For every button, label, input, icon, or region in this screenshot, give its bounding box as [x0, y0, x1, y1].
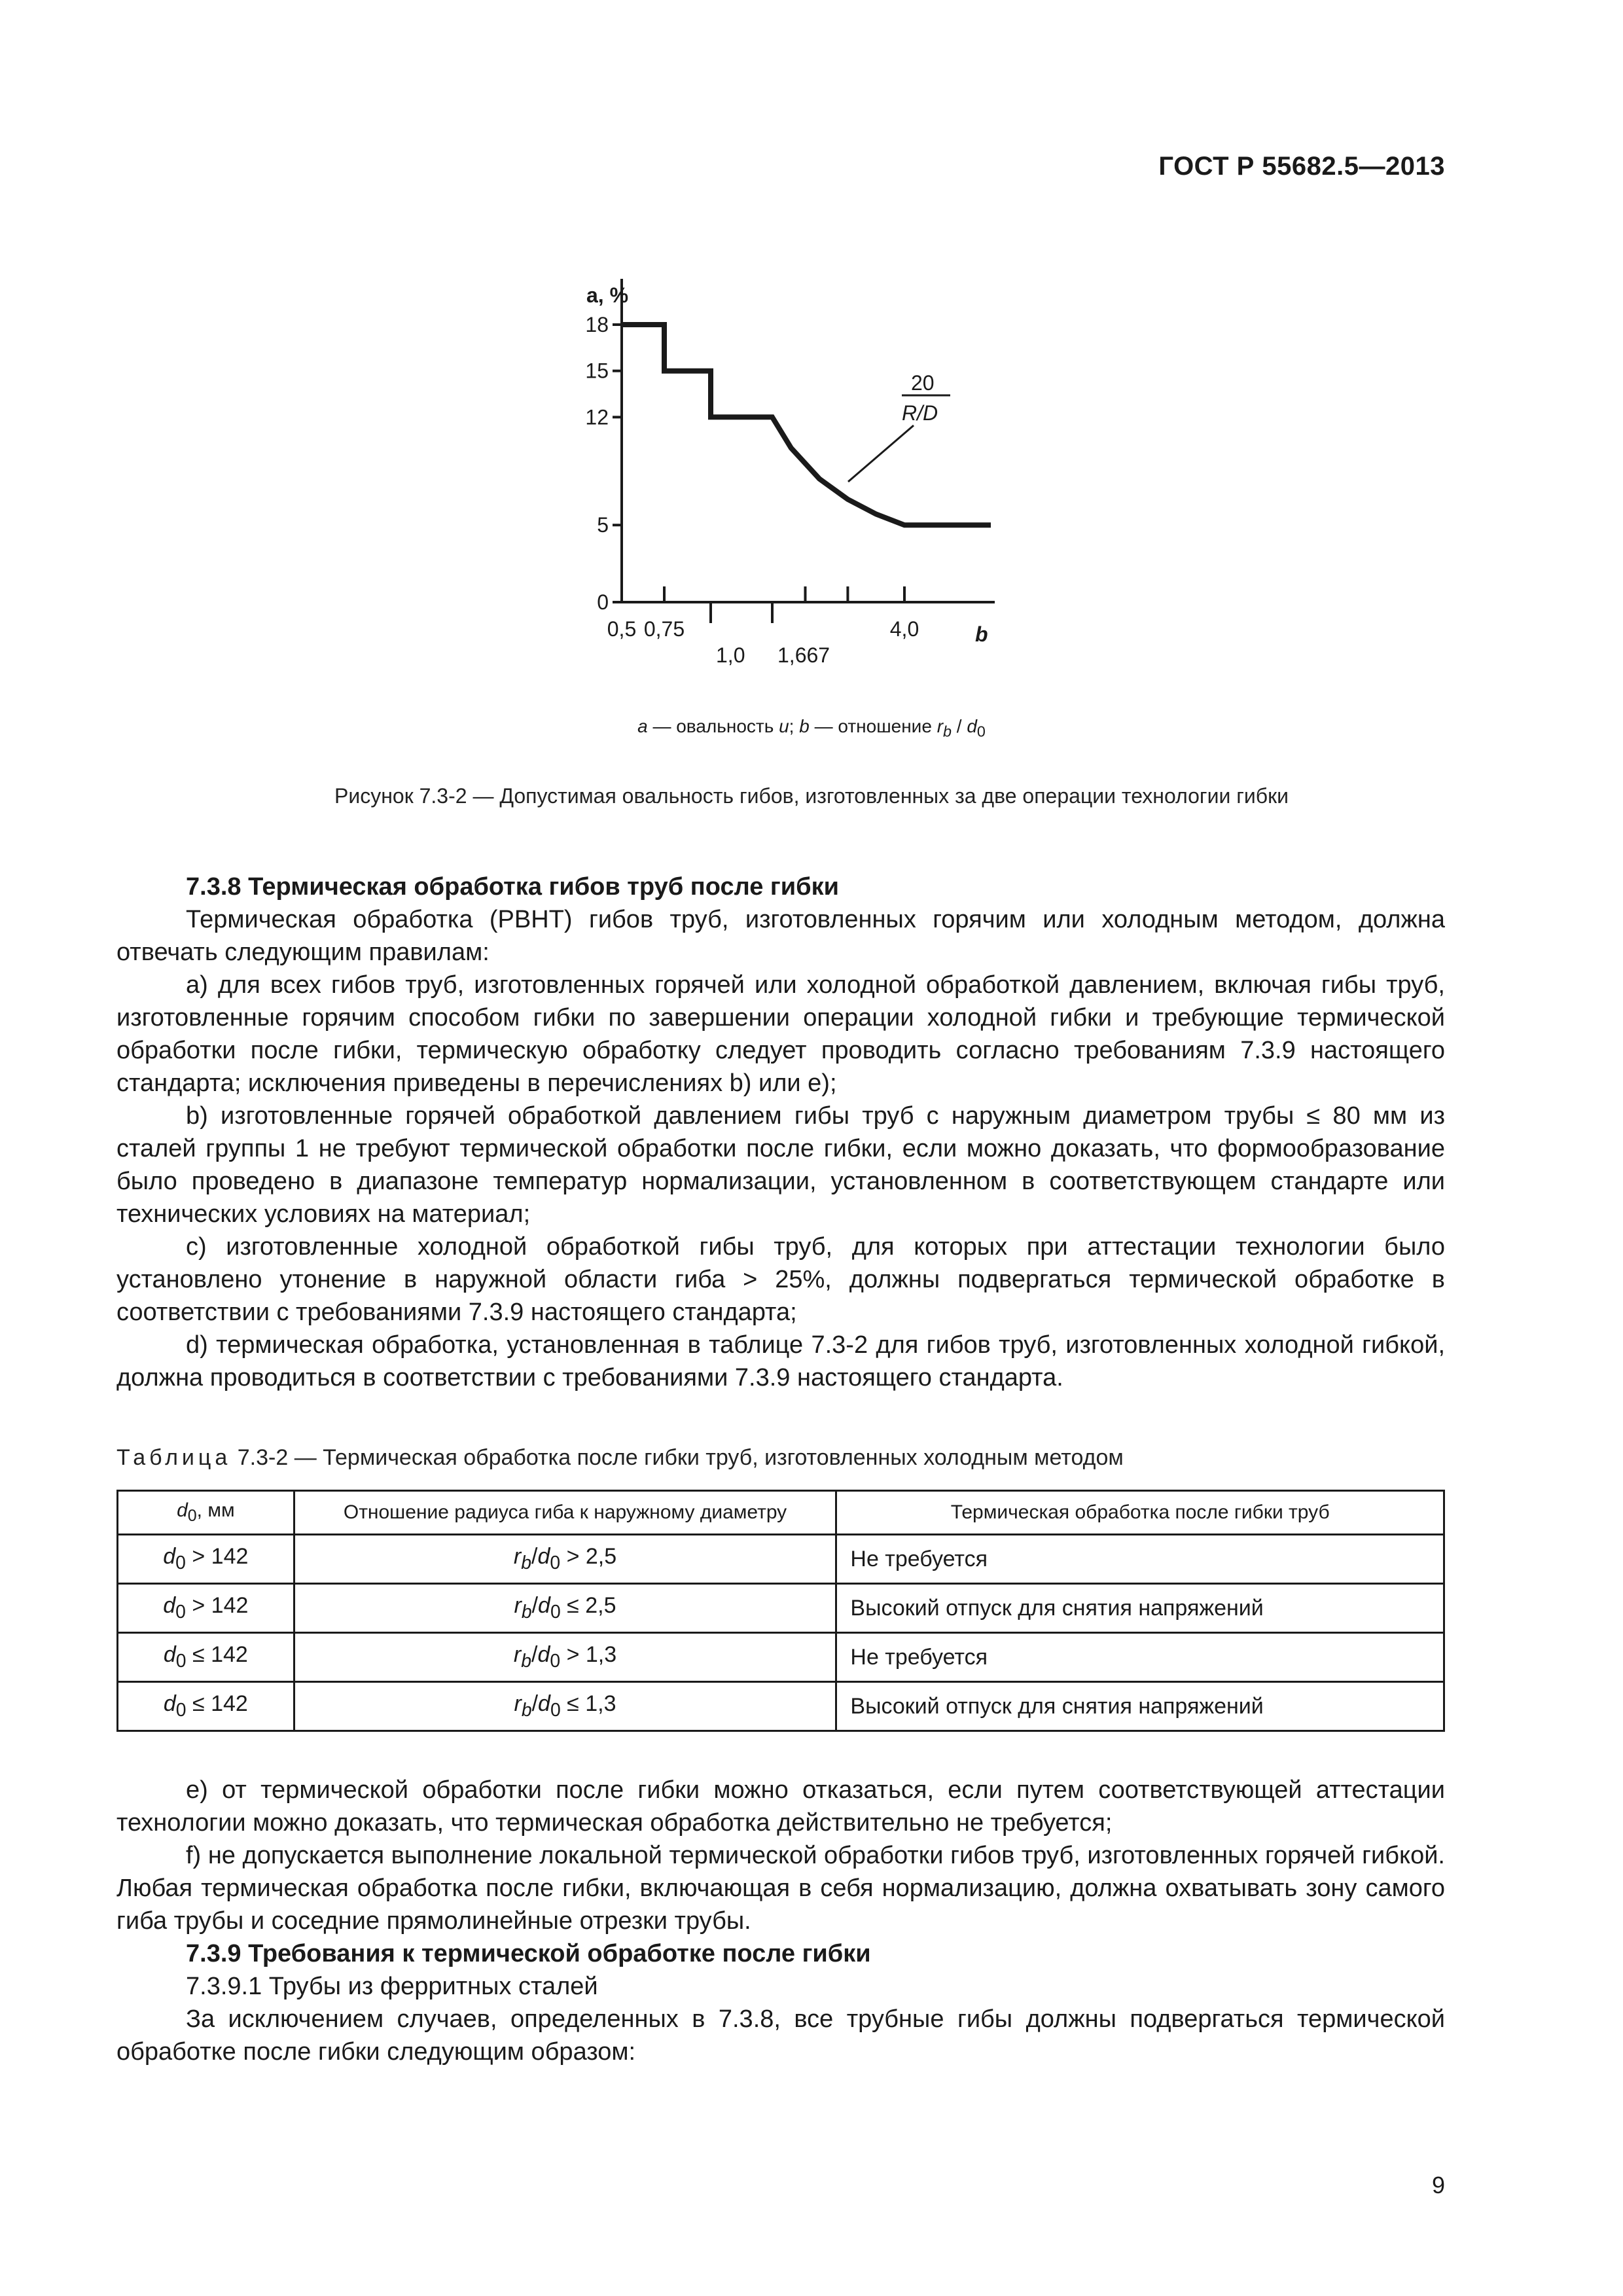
annotation-numerator: 20	[911, 371, 935, 395]
chart-canvas	[524, 262, 1073, 694]
cell-ratio: $r_b/d_0 > 2,5$	[294, 1535, 836, 1584]
cell-treatment: Высокий отпуск для снятия напряжений	[836, 1682, 1444, 1731]
annotation-denominator: R/D	[902, 401, 938, 425]
section-738	[116, 870, 1445, 1394]
legend-b: b	[799, 716, 810, 736]
figure-legend: a — овальность u; b — отношение $r_b / d_0$	[637, 716, 986, 740]
x-tick-label: 0,5	[607, 617, 637, 641]
after-table-text	[116, 1774, 1445, 2068]
cell-d0: $d_0 > 142$	[118, 1535, 294, 1584]
x-ticks	[607, 586, 919, 667]
y-tick-label: 0	[597, 590, 609, 614]
standard-code: ГОСТ Р 55682.5—2013	[1158, 152, 1445, 181]
list-item-f: f) не допускается выполнение локальной термической обработки гибов труб, изготовленных горячей гибкой. Любая термическая обработка после гибки, включающая в себя нормализацию, должна охватывать зону самого гиба трубы и соседние прямолинейные отрезки трубы.	[116, 1842, 1445, 1935]
y-tick-label: 5	[597, 513, 609, 537]
table-row	[118, 1633, 1444, 1682]
y-axis-label: a, %	[586, 283, 629, 307]
cell-treatment: Высокий отпуск для снятия напряжений	[836, 1584, 1444, 1633]
y-tick-label: 12	[585, 405, 609, 429]
table-row	[118, 1682, 1444, 1731]
paragraph-intro: Термическая обработка (PBHT) гибов труб, изготовленных горячим или холодным методом, должна отвечать следующим правилам:	[116, 906, 1445, 966]
cell-d0: $d_0 \le 142$	[118, 1633, 294, 1682]
list-item-a: a) для всех гибов труб, изготовленных горячей или холодной обработкой давлением, включая гибы труб, изготовленные горячим способом гибки по завершении операции холодной гибки и требующие термической обработки после гибки, термическую обработку следует проводить согласно требованиям 7.3.9 настоящего стандарта; исключения приведены в перечислениях b) или e);	[116, 971, 1445, 1097]
cell-d0: $d_0 > 142$	[118, 1584, 294, 1633]
annotation-leader	[848, 425, 914, 482]
x-tick-label: 1,667	[777, 643, 830, 667]
table-row	[118, 1584, 1444, 1633]
cell-ratio: $r_b/d_0 > 1,3$	[294, 1633, 836, 1682]
x-axis-label: b	[975, 622, 988, 646]
section-heading-739: 7.3.9 Требования к термической обработке после гибки	[186, 1940, 871, 1967]
table-header-row	[118, 1491, 1444, 1535]
cell-treatment: Не требуется	[836, 1535, 1444, 1584]
cell-ratio: $r_b/d_0 \le 1,3$	[294, 1682, 836, 1731]
y-ticks	[585, 313, 622, 614]
page-number: 9	[1431, 2172, 1445, 2198]
paragraph-final: За исключением случаев, определенных в 7.3.8, все трубные гибы должны подвергаться термической обработке после гибки следующим образом:	[116, 2005, 1445, 2066]
y-tick-label: 18	[585, 313, 609, 336]
cell-d0: $d_0 \le 142$	[118, 1682, 294, 1731]
heat-treatment-table	[116, 1490, 1445, 1732]
section-heading-738: 7.3.8 Термическая обработка гибов труб после гибки	[186, 873, 839, 901]
list-item-e: e) от термической обработки после гибки можно отказаться, если путем соответствующей аттестации технологии можно доказать, что термическая обработка действительно не требуется;	[116, 1776, 1445, 1837]
ovality-chart	[524, 262, 1073, 694]
x-tick-label: 4,0	[889, 617, 919, 641]
column-header-ratio: Отношение радиуса гиба к наружному диаметру	[294, 1491, 836, 1535]
column-header-treatment: Термическая обработка после гибки труб	[836, 1491, 1444, 1535]
x-tick-label: 1,0	[716, 643, 745, 667]
table-row	[118, 1535, 1444, 1584]
list-item-c: c) изготовленные холодной обработкой гибы труб, для которых при аттестации технологии было установлено утонение в наружной области гиба > 25%, должны подвергаться термической обработке в соответствии с требованиями 7.3.9 настоящего стандарта;	[116, 1233, 1445, 1326]
subsection-7391: 7.3.9.1 Трубы из ферритных сталей	[186, 1973, 598, 2000]
column-header-d0: $d_0$, мм	[118, 1491, 294, 1535]
cell-ratio: $r_b/d_0 \le 2,5$	[294, 1584, 836, 1633]
list-item-b: b) изготовленные горячей обработкой давлением гибы труб с наружным диаметром трубы ≤ 80 мм из сталей группы 1 не требуют термической обработки после гибки, если можно доказать, что формообразование было проведено в диапазоне температур нормализации, установленном в соответствующем стандарте или технических условиях на материал;	[116, 1102, 1445, 1228]
list-item-d: d) термическая обработка, установленная в таблице 7.3-2 для гибов труб, изготовленных холодной гибкой, должна проводиться в соответствии с требованиями 7.3.9 настоящего стандарта.	[116, 1331, 1445, 1391]
x-tick-label: 0,75	[643, 617, 685, 641]
y-tick-label: 15	[585, 359, 609, 383]
series-line	[622, 325, 991, 525]
cell-treatment: Не требуется	[836, 1633, 1444, 1682]
legend-a: a	[637, 716, 648, 736]
table-title: Таблица 7.3-2 — Термическая обработка после гибки труб, изготовленных холодным методом	[116, 1445, 1124, 1470]
figure-caption: Рисунок 7.3-2 — Допустимая овальность гибов, изготовленных за две операции технологии гибки	[334, 784, 1289, 808]
